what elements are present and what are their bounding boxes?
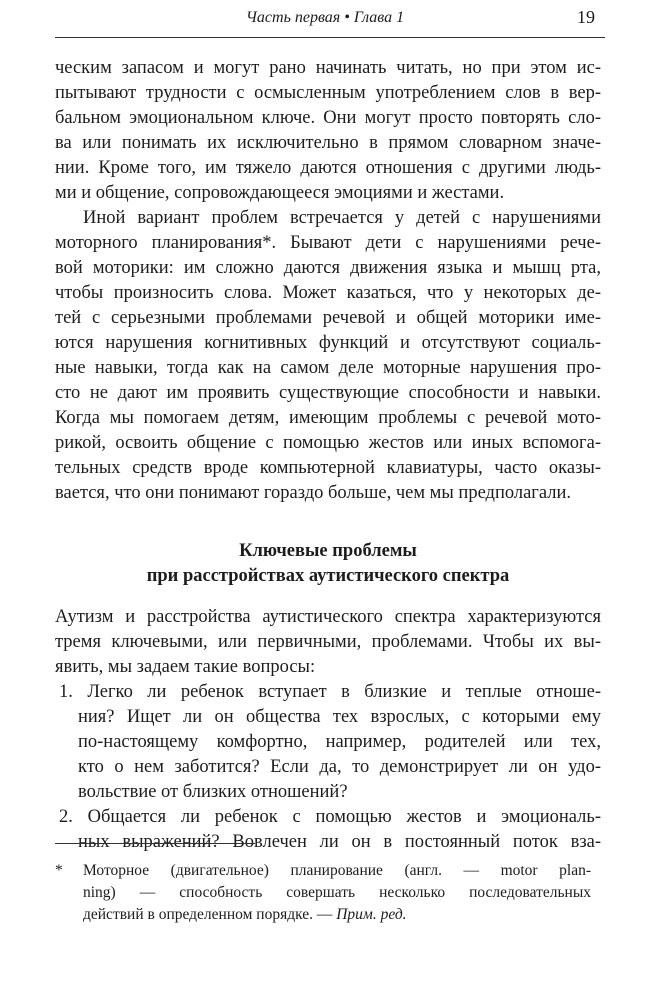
footnote: [55, 860, 591, 926]
text-line: ва или понимать их исключительно в прямом словарном значе-: [55, 133, 601, 153]
footnote-text: Моторное (двигательное) планирование (англ. — motor plan-: [83, 862, 591, 879]
list-item-line: кто о нем заботится? Если да, то демонстрирует ли он удо-: [78, 757, 601, 777]
paragraph: [55, 206, 601, 506]
section-heading-line: при расстройствах аутистического спектра: [146, 566, 510, 586]
text-line: сто не дают им проявить существующие способности и навыки.: [55, 383, 601, 403]
text-line: вается, что они понимают гораздо больше, чем мы предполагали.: [55, 483, 572, 503]
numbered-list: [55, 680, 601, 855]
text-line: Аутизм и расстройства аутистического спектра характеризуются: [55, 607, 601, 627]
page-number: 19: [577, 7, 595, 27]
running-head: Часть первая • Глава 1: [245, 9, 405, 26]
text-line: моторного планирования*. Бывают дети с нарушениями рече-: [55, 233, 601, 253]
paragraph: [55, 56, 601, 206]
list-item-line: 2. Общается ли ребенок с помощью жестов и эмоциональ-: [59, 807, 601, 827]
footnote-line: ning) — способность совершать несколько последовательных: [83, 884, 591, 901]
text-line: явить, мы задаем такие вопросы:: [55, 657, 316, 677]
paragraph: [55, 605, 601, 680]
footnote-text: действий в определенном порядке. —: [83, 906, 337, 923]
footnote-line: [55, 904, 591, 926]
section-heading: [55, 539, 601, 589]
header-rule: [55, 37, 605, 38]
editor-note: Прим. ред.: [336, 906, 407, 923]
text-line: нии. Кроме того, им тяжело даются отношения с другими людь-: [55, 158, 601, 178]
list-item: [55, 805, 601, 855]
text-line: Когда мы помогаем детям, имеющим проблемы с речевой мото-: [55, 408, 601, 428]
list-item-line: вольствие от близких отношений?: [78, 782, 348, 802]
text-line: ческим запасом и могут рано начинать читать, но при этом ис-: [55, 58, 601, 78]
text-line: чтобы произносить слова. Может казаться, что у некоторых де-: [55, 283, 601, 303]
list-item-line: по-настоящему комфортно, например, родителей или тех,: [78, 732, 601, 752]
text-line: рикой, освоить общение с помощью жестов или иных вспомога-: [55, 433, 601, 453]
section-heading-line: Ключевые проблемы: [239, 541, 417, 561]
text-line: пытывают трудности с осмысленным употреблением слов в вер-: [55, 83, 601, 103]
text-line: Иной вариант проблем встречается у детей с нарушениями: [83, 208, 601, 228]
footnote-line: [55, 860, 591, 882]
text-line: бальном эмоциональном ключе. Они могут просто повторять сло-: [55, 108, 601, 128]
list-item-line: ных выражений? Вовлечен ли он в постоянный поток вза-: [78, 832, 601, 852]
text-line: тельных средств вроде компьютерной клавиатуры, часто оказы-: [55, 458, 601, 478]
footnote-marker: *: [55, 862, 63, 879]
text-line: тремя ключевыми, или первичными, проблемами. Чтобы их вы-: [55, 632, 601, 652]
body-text: [55, 56, 601, 855]
text-line: тей с серьезными проблемами речевой и общей моторики име-: [55, 308, 601, 328]
text-line: ми и общение, сопровождающееся эмоциями и жестами.: [55, 183, 505, 203]
footnote-rule: [55, 843, 255, 844]
text-line: ные навыки, тогда как на самом деле моторные нарушения про-: [55, 358, 601, 378]
text-line: ются нарушения когнитивных функций и отсутствуют социаль-: [55, 333, 601, 353]
list-item-line: ния? Ищет ли он общества тех взрослых, с которыми ему: [78, 707, 601, 727]
list-item-line: 1. Легко ли ребенок вступает в близкие и теплые отноше-: [59, 682, 601, 702]
list-item: [55, 680, 601, 805]
text-line: вой моторики: им сложно даются движения языка и мышц рта,: [55, 258, 601, 278]
